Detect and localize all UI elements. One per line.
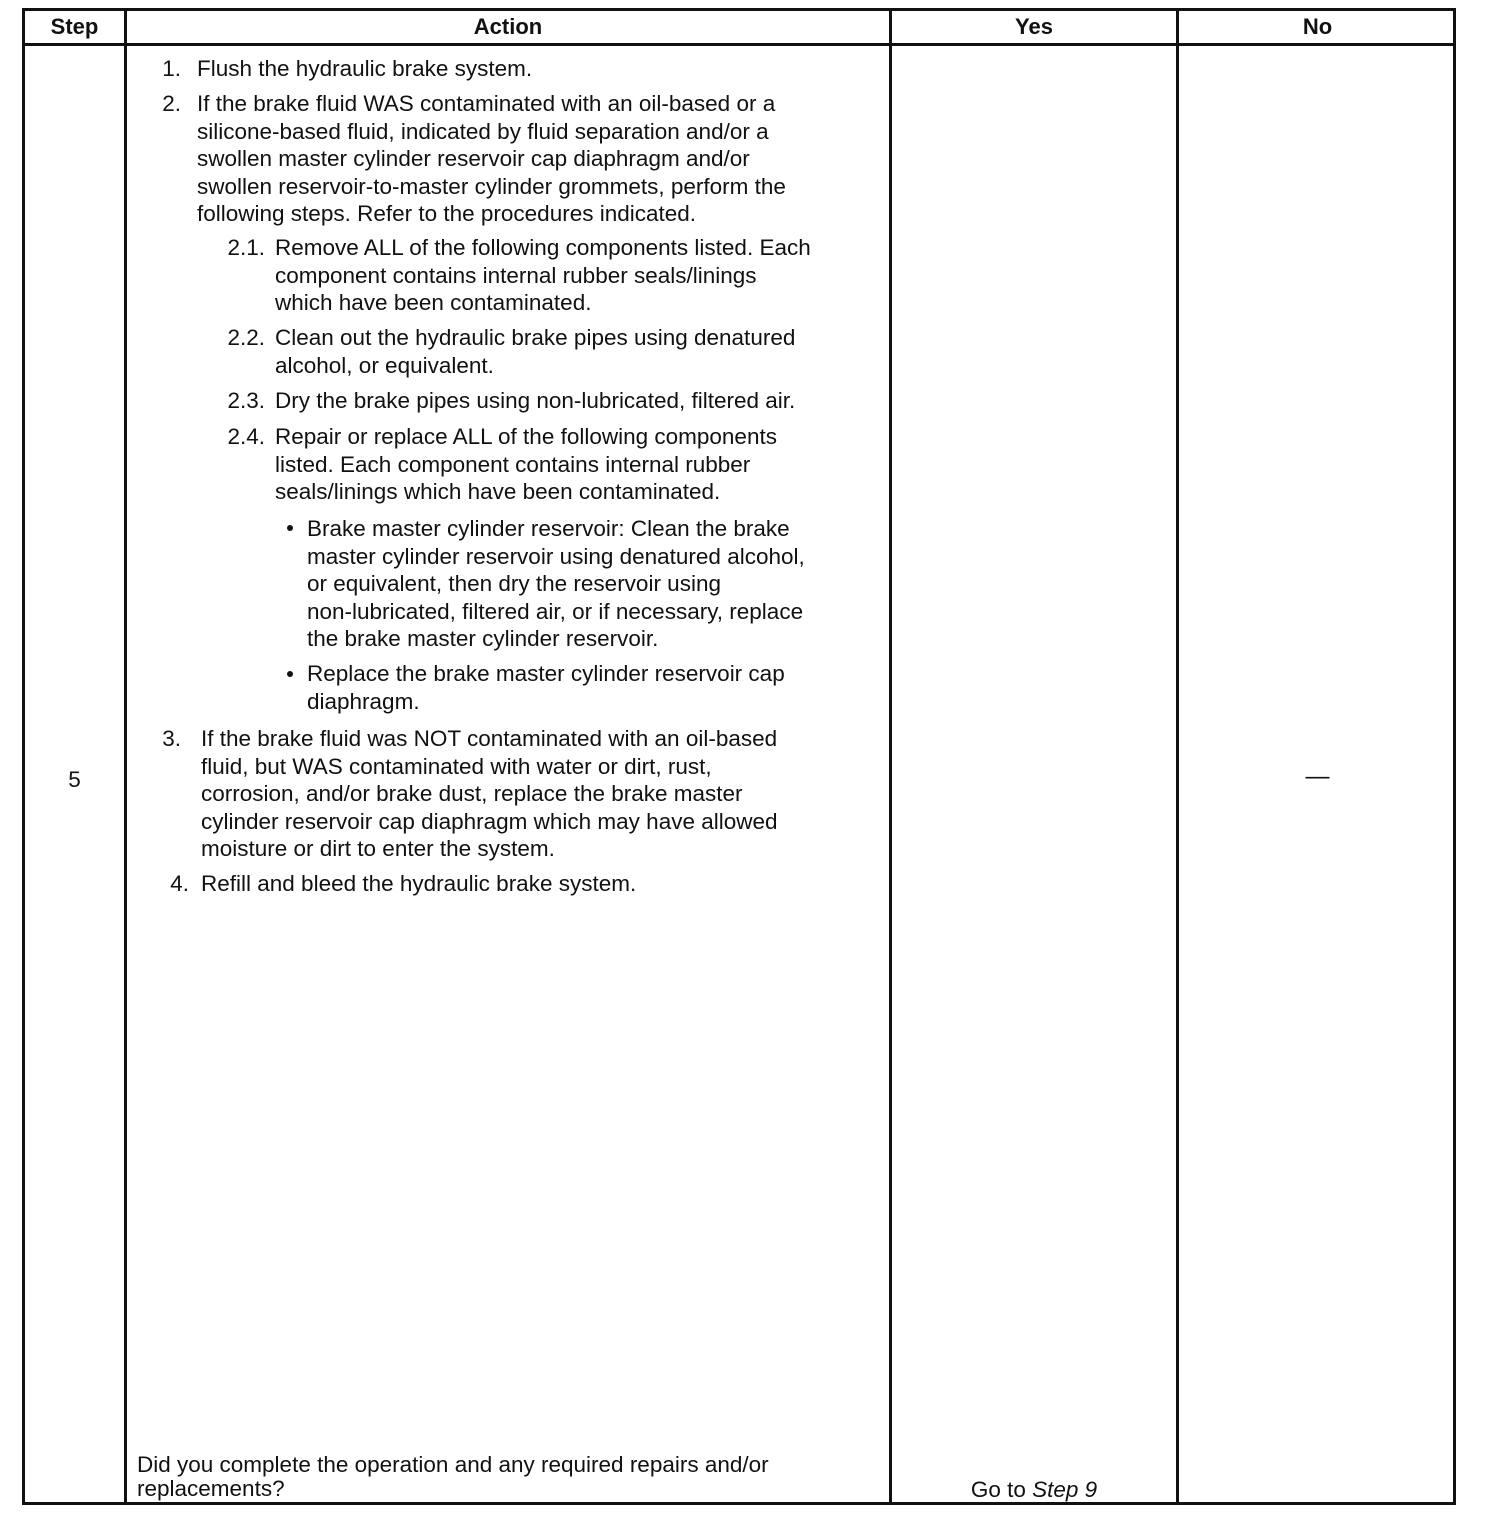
bullet-text: Replace the brake master cylinder reservoir cap diaphragm. [307, 661, 785, 714]
subitem-text: Repair or replace ALL of the following components listed. Each component contains internal rubber seals/linings which have been contaminated. [275, 424, 777, 504]
subitem-number: 2.1. [227, 235, 265, 260]
bullet-icon [287, 525, 293, 531]
subitem-number: 2.3. [227, 388, 265, 413]
step-number: 5 [68, 767, 81, 792]
header-step: Step [50, 14, 99, 39]
header-no: No [1302, 14, 1333, 39]
column-divider-yes [1176, 11, 1179, 1502]
no-cell-dash: — [1305, 763, 1330, 790]
troubleshooting-table [22, 8, 1456, 1505]
item-text: Flush the hydraulic brake system. [197, 56, 533, 81]
yes-go-to-step-link[interactable]: Go to Step 9 [970, 1477, 1098, 1502]
item-number: 4. [170, 871, 189, 896]
subitem-text: Clean out the hydraulic brake pipes using denatured alcohol, or equivalent. [275, 325, 796, 378]
bullet-icon [287, 671, 293, 677]
header-yes: Yes [1015, 14, 1053, 39]
subitem-number: 2.4. [227, 424, 265, 449]
item-number: 1. [162, 56, 181, 81]
subitem-text: Remove ALL of the following components listed. Each component contains internal rubber seals/linings which have been contaminated. [275, 235, 811, 315]
header-action: Action [473, 14, 543, 39]
item-number: 2. [162, 91, 181, 116]
item-text: Refill and bleed the hydraulic brake system. [201, 871, 637, 896]
bullet-text: Brake master cylinder reservoir: Clean the brake master cylinder reservoir using denatured alcohol, or equivalent, then dry the reservoir using non-lubricated, filtered air, or if necessary, replace the brake master cylinder reservoir. [307, 516, 805, 651]
item-number: 3. [162, 726, 181, 751]
subitem-text: Dry the brake pipes using non-lubricated, filtered air. [275, 388, 796, 413]
item-text: If the brake fluid was NOT contaminated with an oil-based fluid, but WAS contaminated with water or dirt, rust, corrosion, and/or brake dust, replace the brake master cylinder reservoir cap diaphragm which may have allowed moisture or dirt to enter the system. [201, 726, 778, 861]
completion-question: Did you complete the operation and any required repairs and/or replacements? [137, 1452, 769, 1501]
subitem-number: 2.2. [227, 325, 265, 350]
header-divider [25, 43, 1453, 46]
item-text: If the brake fluid WAS contaminated with an oil-based or a silicone-based fluid, indicated by fluid separation and/or a swollen master cylinder reservoir cap diaphragm and/or swollen reservoir-to-master cylinder grommets, perform the following steps. Refer to the procedures indicated. [197, 91, 786, 226]
column-divider-action [889, 11, 892, 1502]
column-divider-step [124, 11, 127, 1502]
